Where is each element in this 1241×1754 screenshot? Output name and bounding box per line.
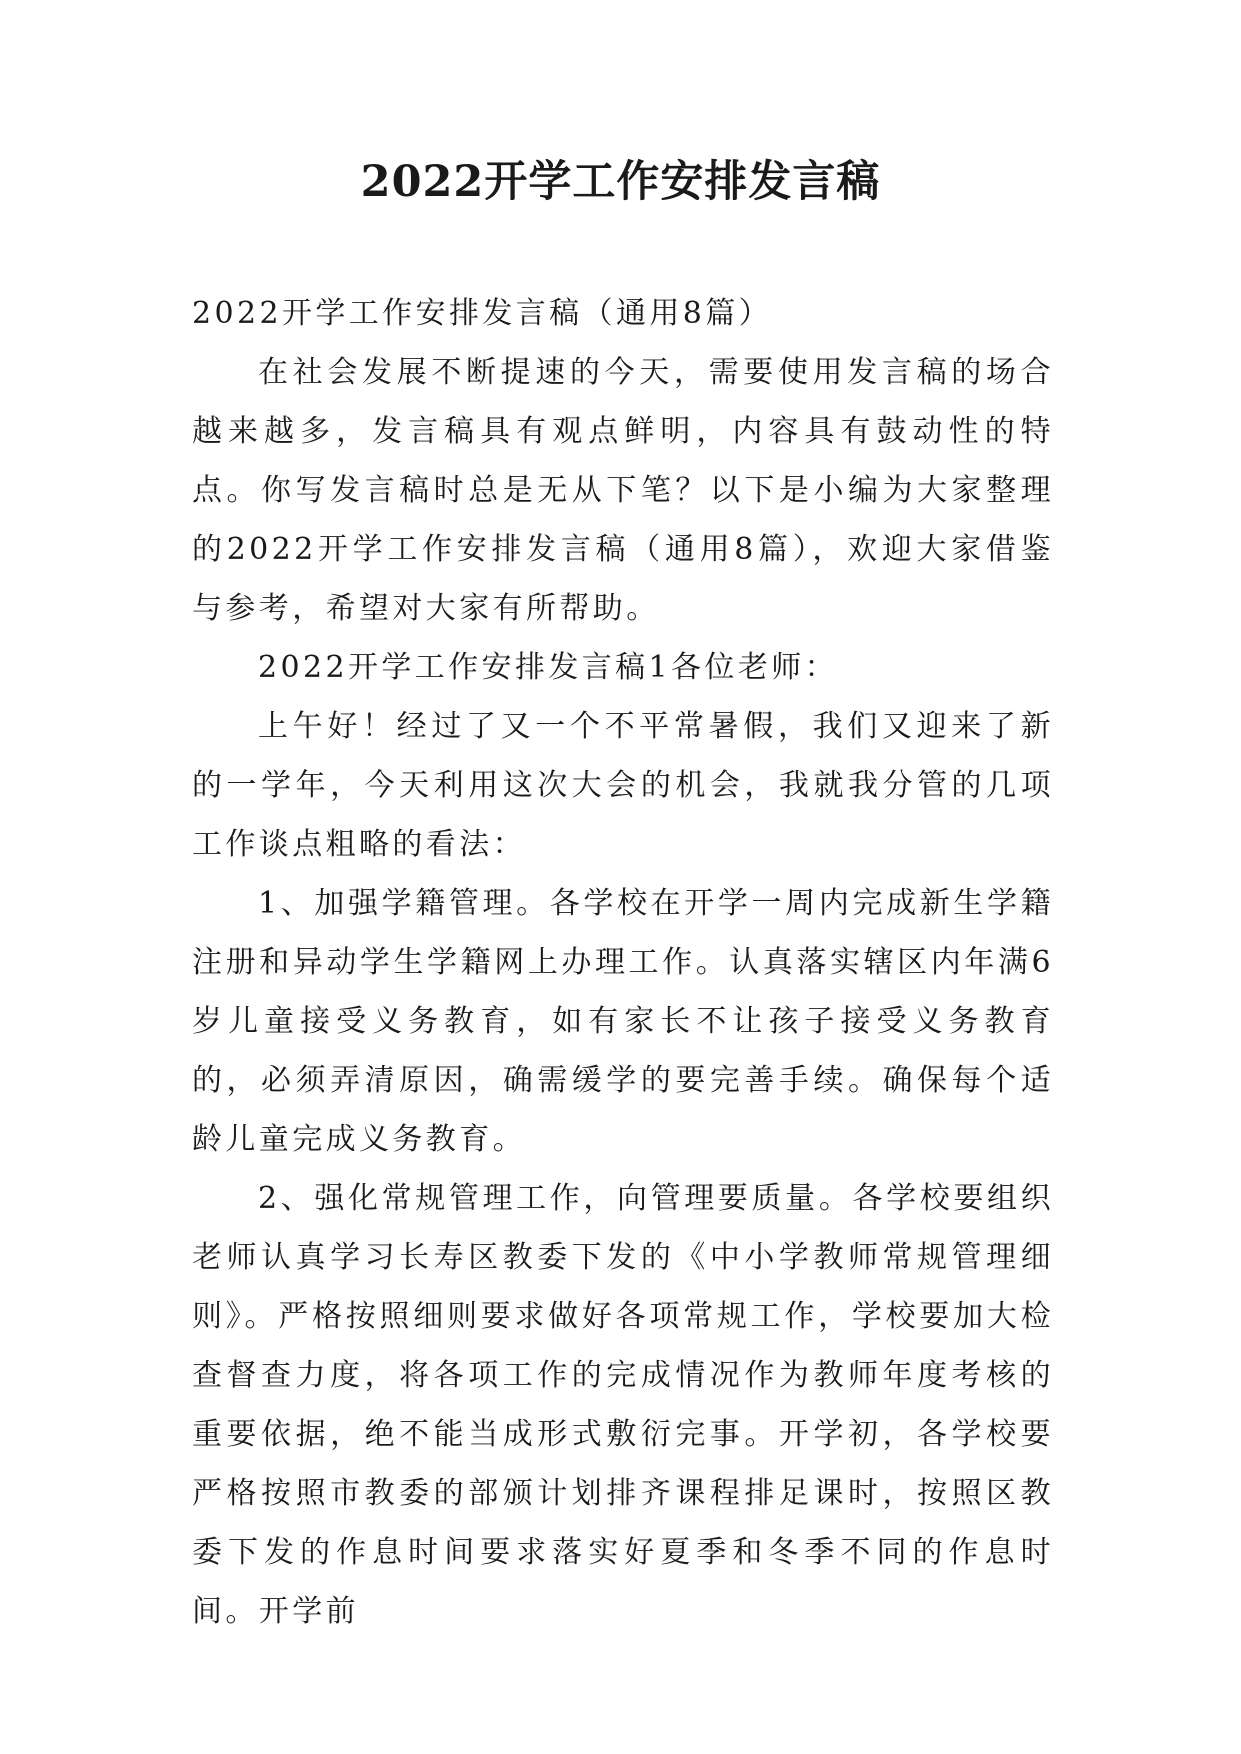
paragraph-greeting: 上午好！经过了又一个不平常暑假，我们又迎来了新的一学年，今天利用这次大会的机会，我就我分管的几项工作谈点粗略的看法： — [192, 709, 1054, 862]
paragraph-intro: 在社会发展不断提速的今天，需要使用发言稿的场合越来越多，发言稿具有观点鲜明，内容具有鼓动性的特点。你写发言稿时总是无从下笔？以下是小编为大家整理的2022开学工作安排发言稿（通用8篇），欢迎大家借鉴与参考，希望对大家有所帮助。 — [192, 355, 1054, 626]
paragraph-speech-heading: 2022开学工作安排发言稿1各位老师： — [258, 650, 839, 685]
document-body — [192, 284, 1054, 1641]
paragraph-item-2: 2、强化常规管理工作，向管理要质量。各学校要组织老师认真学习长寿区教委下发的《中小学教师常规管理细则》。严格按照细则要求做好各项常规工作，学校要加大检查督查力度，将各项工作的完成情况作为教师年度考核的重要依据，绝不能当成形式敷衍完事。开学初，各学校要严格按照市教委的部颁计划排齐课程排足课时，按照区教委下发的作息时间要求落实好夏季和冬季不同的作息时间。开学前 — [192, 1181, 1054, 1629]
document-title: 2022开学工作安排发言稿 — [360, 157, 881, 207]
paragraph-item-1: 1、加强学籍管理。各学校在开学一周内完成新生学籍注册和异动学生学籍网上办理工作。认真落实辖区内年满6岁儿童接受义务教育，如有家长不让孩子接受义务教育的，必须弄清原因，确需缓学的要完善手续。确保每个适龄儿童完成义务教育。 — [192, 886, 1054, 1157]
document-subtitle: 2022开学工作安排发言稿（通用8篇） — [192, 296, 773, 331]
